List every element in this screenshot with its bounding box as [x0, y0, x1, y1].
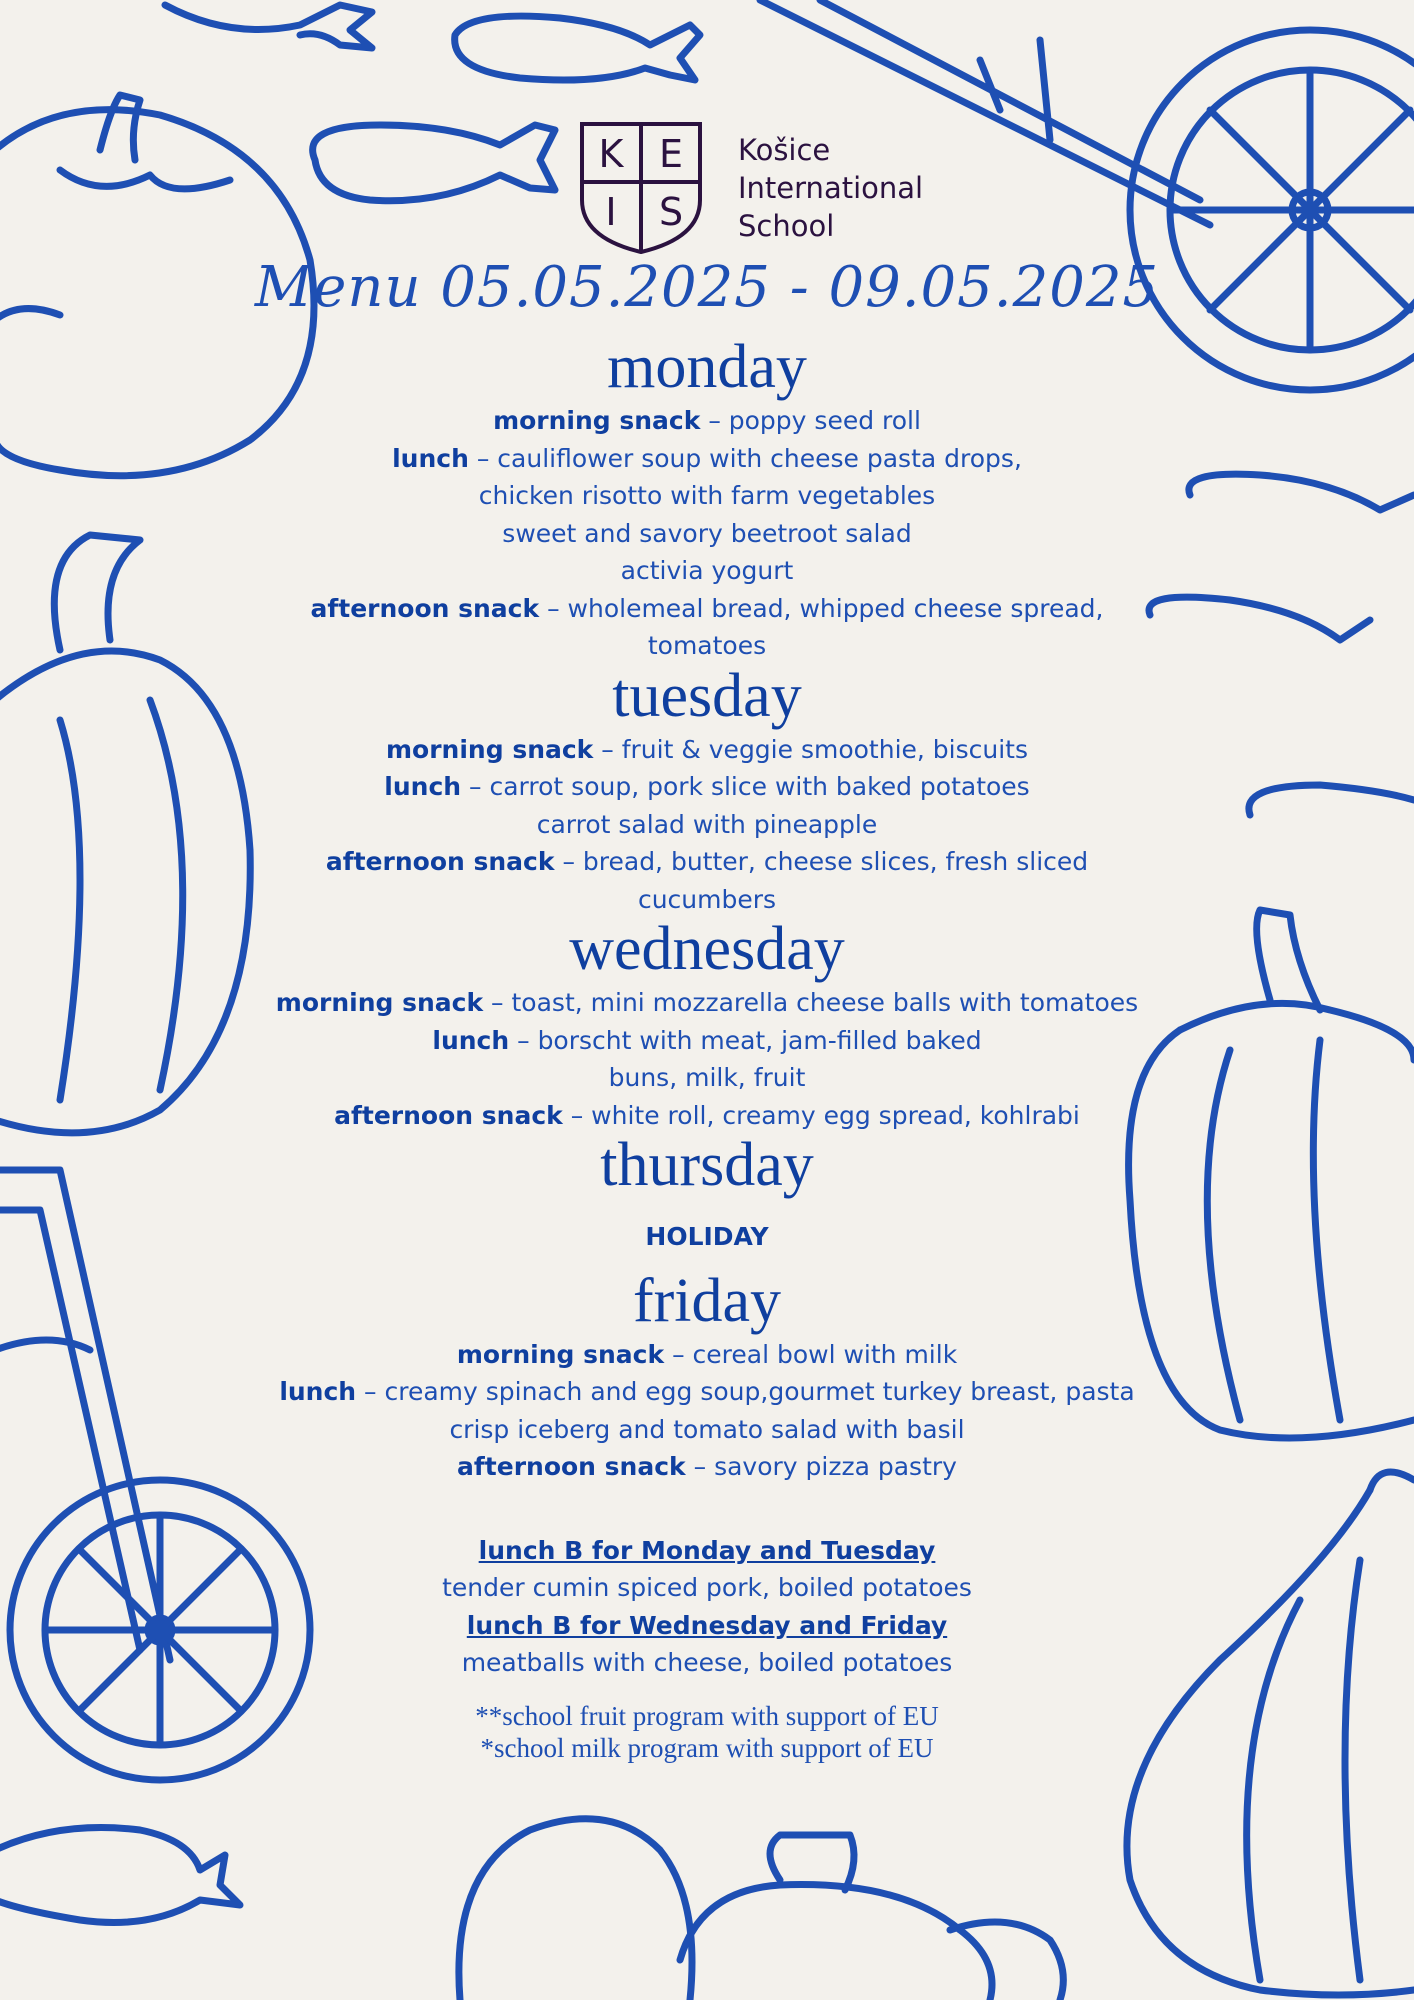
meal-text: – creamy spinach and egg soup,gourmet turkey breast, pasta	[356, 1377, 1135, 1406]
monday-lunch	[0, 440, 1414, 478]
wednesday-morning-snack	[0, 984, 1414, 1022]
monday-lunch-line: chicken risotto with farm vegetables	[478, 481, 936, 510]
fish-icon	[0, 1828, 240, 1923]
wednesday-lunch-line: buns, milk, fruit	[608, 1063, 806, 1092]
meal-label: afternoon snack	[325, 847, 555, 876]
meal-text: – fruit & veggie smoothie, biscuits	[593, 734, 1028, 764]
meal-label: lunch	[392, 443, 469, 473]
tuesday-lunch	[0, 768, 1414, 806]
meal-label: morning snack	[456, 1339, 665, 1369]
meal-label: afternoon snack	[457, 1452, 686, 1481]
friday-lunch	[0, 1373, 1414, 1411]
crest-letter-e: E	[658, 132, 684, 176]
meal-label: morning snack	[386, 734, 594, 764]
friday-morning-snack	[0, 1336, 1414, 1374]
day-heading-friday: friday	[632, 1266, 782, 1335]
tuesday-afternoon-snack-line: cucumbers	[637, 884, 777, 914]
school-logo	[578, 120, 923, 256]
meal-text: – wholemeal bread, whipped cheese spread,	[539, 593, 1104, 623]
tuesday-morning-snack	[0, 731, 1414, 769]
menu-title: Menu 05.05.2025 - 09.05.2025	[254, 255, 1160, 320]
meal-label: afternoon snack	[334, 1100, 563, 1130]
meal-label: lunch	[384, 772, 462, 801]
monday-afternoon-snack-line: tomatoes	[647, 631, 767, 660]
program-note: *school milk program with support of EU	[480, 1732, 934, 1763]
school-name	[738, 131, 923, 245]
friday-afternoon-snack	[0, 1448, 1414, 1486]
school-name-line: Košice	[738, 133, 831, 167]
meal-text: – poppy seed roll	[700, 406, 921, 435]
day-heading-wednesday: wednesday	[569, 915, 845, 983]
meal-text: – toast, mini mozzarella cheese balls with tomatoes	[483, 988, 1139, 1017]
school-name-line: School	[738, 209, 835, 243]
wednesday-lunch	[0, 1022, 1414, 1060]
meal-text: – savory pizza pastry	[685, 1452, 957, 1481]
crest-letter-s: S	[658, 190, 684, 234]
lunch-b-heading: lunch B for Wednesday and Friday	[466, 1610, 948, 1640]
school-crest-icon	[578, 120, 704, 256]
meal-text: – cauliflower soup with cheese pasta drops,	[468, 443, 1022, 473]
meal-label: morning snack	[493, 406, 701, 435]
tuesday-afternoon-snack	[0, 843, 1414, 881]
meal-label: lunch	[432, 1025, 510, 1055]
monday-morning-snack	[0, 402, 1414, 440]
meal-label: morning snack	[275, 988, 484, 1017]
lunch-b-dish: meatballs with cheese, boiled potatoes	[461, 1648, 953, 1677]
tuesday-lunch-line: carrot salad with pineapple	[536, 809, 878, 839]
weekly-menu	[0, 333, 1414, 1764]
friday-lunch-line: crisp iceberg and tomato salad with basil	[449, 1414, 965, 1444]
monday-lunch-line: sweet and savory beetroot salad	[502, 518, 912, 548]
program-notes	[0, 1700, 1414, 1764]
meal-text: – borscht with meat, jam-filled baked	[509, 1025, 982, 1055]
school-name-line: International	[738, 171, 924, 205]
thursday-holiday-note: HOLIDAY	[645, 1222, 769, 1251]
monday-lunch-line: activia yogurt	[620, 556, 794, 585]
wednesday-afternoon-snack	[0, 1097, 1414, 1135]
section-spacer	[0, 1486, 1414, 1532]
program-note: **school fruit program with support of EU	[475, 1700, 939, 1731]
meal-text: – white roll, creamy egg spread, kohlrabi	[562, 1100, 1080, 1130]
monday-afternoon-snack	[0, 590, 1414, 628]
day-heading-tuesday: tuesday	[612, 661, 802, 730]
mushroom-icon	[459, 1819, 1063, 2000]
meal-label: lunch	[279, 1377, 357, 1406]
meal-text: – cereal bowl with milk	[664, 1339, 958, 1369]
day-heading-thursday: thursday	[600, 1131, 814, 1199]
day-heading-monday: monday	[607, 333, 807, 401]
meal-label: afternoon snack	[310, 593, 540, 623]
crest-letter-k: K	[598, 132, 624, 176]
meal-text: – carrot soup, pork slice with baked potatoes	[461, 772, 1030, 801]
lunch-b-dish: tender cumin spiced pork, boiled potatoes	[442, 1573, 972, 1602]
lunch-b-heading: lunch B for Monday and Tuesday	[478, 1535, 936, 1565]
crest-letter-i: I	[605, 190, 617, 234]
meal-text: – bread, butter, cheese slices, fresh sliced	[554, 847, 1089, 876]
